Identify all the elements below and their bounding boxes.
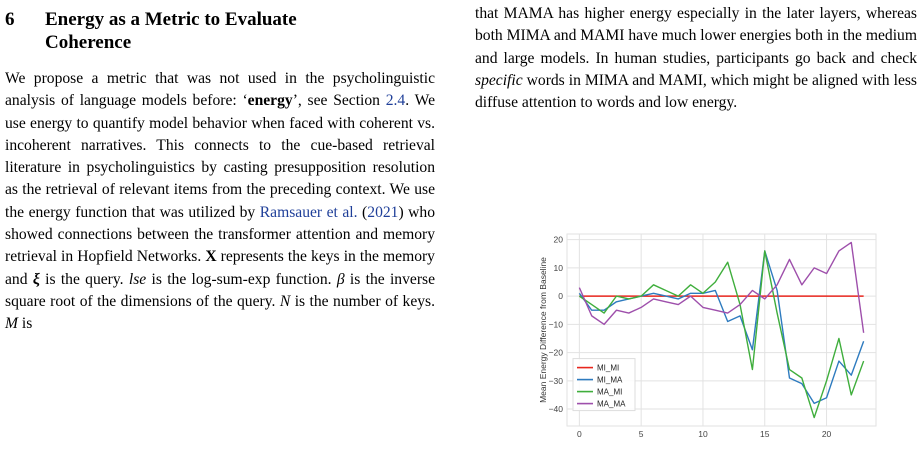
x-axis-ticks (577, 429, 832, 439)
y-tick-label: −40 (548, 404, 563, 415)
body-paragraph (5, 68, 435, 336)
y-tick-label: −10 (548, 319, 563, 330)
math-symbol: ξ (32, 270, 40, 288)
y-tick-label: −30 (548, 375, 563, 386)
text-run: words in MIMA and MAMI, which might be aligned with less diffuse attention to words and low energy. (475, 71, 917, 112)
y-tick-label: 10 (553, 262, 563, 273)
math-symbol: β (336, 270, 345, 288)
section-title: Energy as a Metric to Evaluate Coherence (45, 9, 297, 53)
text-run: ) who showed connections between the transformer attention and memory retrieval in Hopfield Networks. (5, 203, 436, 266)
body-paragraph (475, 3, 917, 114)
y-tick-label: −20 (548, 347, 563, 358)
italic-word: specific (475, 71, 523, 89)
y-tick-label: 0 (558, 291, 563, 302)
text-run: ’, see Section (292, 92, 386, 110)
x-tick-label: 15 (760, 429, 770, 439)
section-ref-link[interactable]: 2.4 (385, 92, 406, 110)
legend-label: MI_MI (597, 363, 620, 373)
legend-label: MI_MA (597, 375, 623, 385)
text-run: is (18, 315, 33, 333)
x-tick-label: 20 (821, 429, 832, 439)
math-symbol: M (5, 315, 18, 333)
text-run: ( (357, 203, 368, 221)
text-run: We propose a metric that was not used in the psycholinguistic analysis of language models before: ‘ (5, 70, 435, 110)
x-tick-label: 5 (638, 429, 644, 439)
legend-label: MA_MI (597, 387, 623, 397)
citation-year-link[interactable]: 2021 (367, 203, 399, 221)
left-column (5, 0, 435, 336)
text-run: represents the keys in the memory and (5, 248, 435, 288)
text-run: is the log-sum-exp function. (146, 270, 337, 288)
text-run: is the number of keys. (290, 292, 435, 310)
bold-term: energy (247, 92, 293, 110)
y-tick-label: 20 (553, 234, 563, 245)
math-symbol: X (205, 248, 217, 266)
math-symbol: lse (128, 270, 147, 288)
math-symbol: N (279, 292, 291, 310)
text-run: . We use energy to quantify model behavior when faced with coherent vs. incoherent narratives. This connects to the cue-based retrieval literature in psycholinguistics by casting presupposition resolution as the retrieval of relevant items from the preceding context. We use the energy function that was utilized by (5, 92, 435, 221)
text-run: that MAMA has higher energy especially in the later layers, whereas both MIMA and MAMI have much lower energies both in the medium and large models. In human studies, participants go back and check (475, 5, 917, 67)
right-column (475, 0, 917, 114)
x-tick-label: 10 (698, 429, 708, 439)
section-heading (5, 8, 435, 54)
section-number: 6 (5, 9, 15, 30)
text-run: is the query. (39, 270, 129, 288)
citation-link[interactable]: Ramsauer et al. (259, 203, 358, 221)
energy-line-chart (540, 228, 890, 443)
legend-label: MA_MA (597, 399, 626, 409)
chart-legend (573, 359, 635, 411)
x-tick-label: 0 (576, 429, 582, 439)
y-axis-label: Mean Energy Difference from Baseline (538, 257, 548, 403)
text-run: is the inverse square root of the dimensions of the query. (5, 270, 435, 310)
y-axis-ticks (549, 235, 564, 414)
